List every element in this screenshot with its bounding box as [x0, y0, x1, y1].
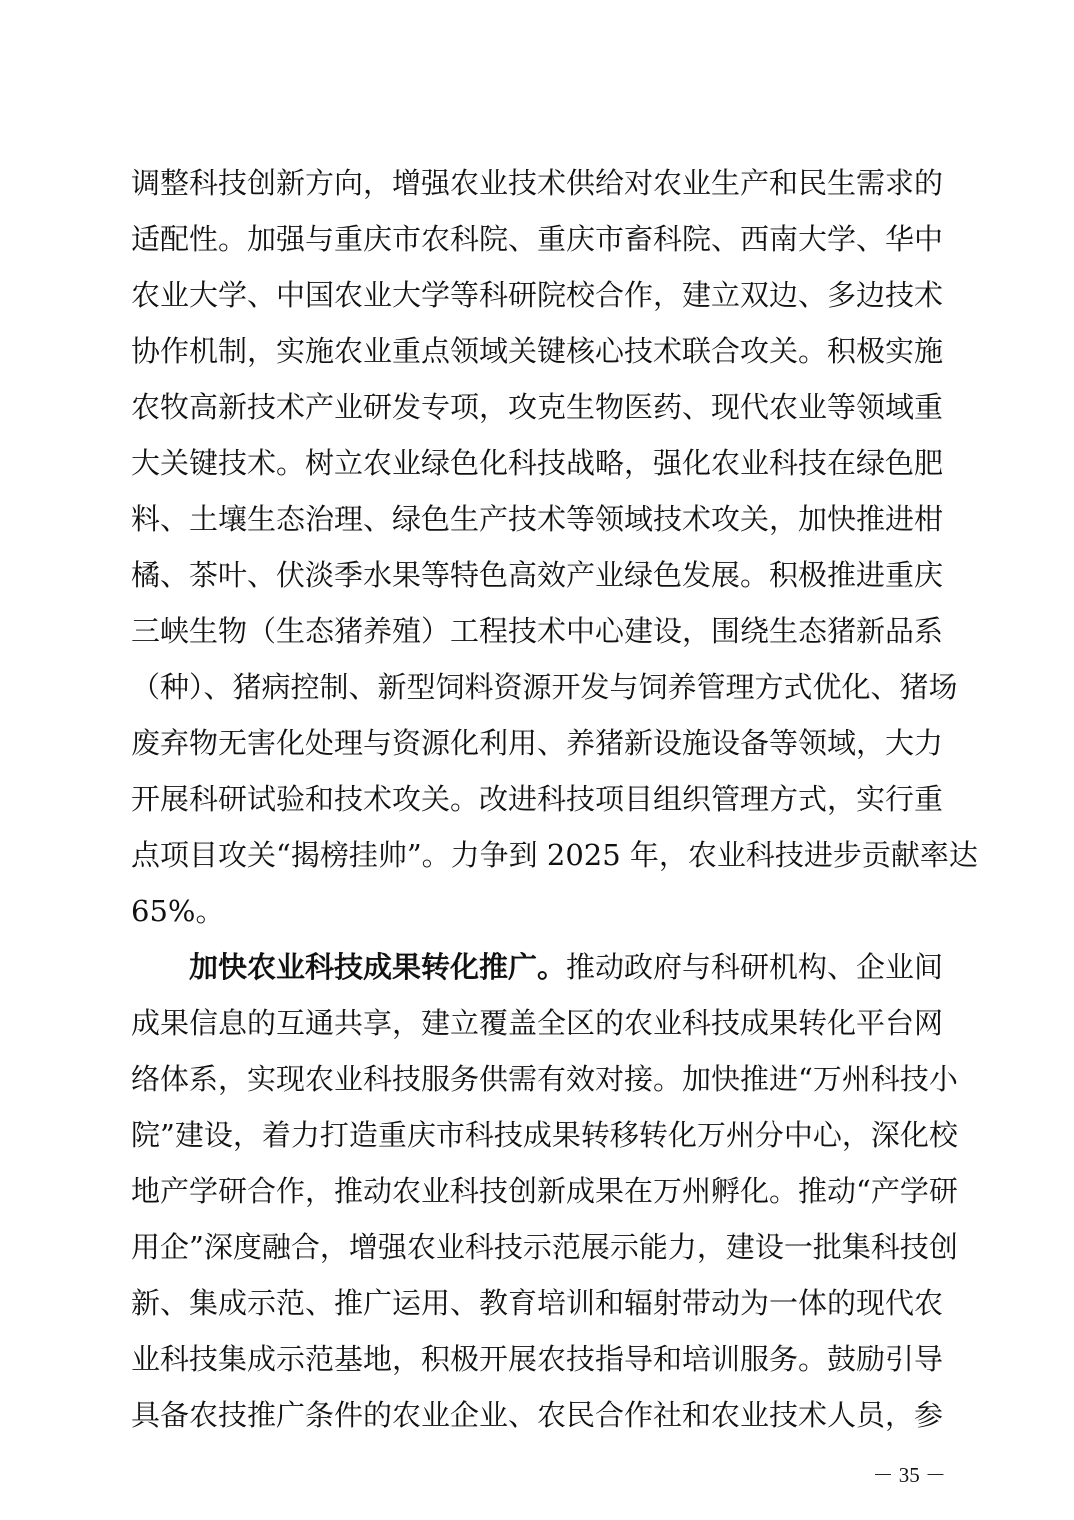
paragraph-line: 新、集成示范、推广运用、教育培训和辐射带动为一体的现代农 [131, 1286, 944, 1320]
paragraph-line: 农牧高新技术产业研发专项，攻克生物医药、现代农业等领域重 [131, 390, 944, 424]
paragraph-line: 农业大学、中国农业大学等科研院校合作，建立双边、多边技术 [131, 278, 944, 312]
paragraph-line: 废弃物无害化处理与资源化利用、养猪新设施设备等领域，大力 [131, 726, 944, 760]
paragraph-line: 点项目攻关“揭榜挂帅”。力争到 2025 年，农业科技进步贡献率达 [131, 838, 978, 872]
section-first-line [189, 947, 944, 987]
paragraph-line: （种）、猪病控制、新型饲料资源开发与饲养管理方式优化、猪场 [131, 670, 958, 704]
paragraph-line: 料、土壤生态治理、绿色生产技术等领域技术攻关，加快推进柑 [131, 502, 944, 536]
paragraph-line: 地产学研合作，推动农业科技创新成果在万州孵化。推动“产学研 [131, 1174, 958, 1208]
paragraph-line: 业科技集成示范基地，积极开展农技指导和培训服务。鼓励引导 [131, 1342, 944, 1376]
paragraph-line: 三峡生物（生态猪养殖）工程技术中心建设，围绕生态猪新品系 [131, 614, 944, 648]
paragraph-line: 用企”深度融合，增强农业科技示范展示能力，建设一批集科技创 [131, 1230, 958, 1264]
paragraph-line: 适配性。加强与重庆市农科院、重庆市畜科院、西南大学、华中 [131, 222, 944, 256]
paragraph-line: 大关键技术。树立农业绿色化科技战略，强化农业科技在绿色肥 [131, 446, 944, 480]
paragraph-line: 具备农技推广条件的农业企业、农民合作社和农业技术人员，参 [131, 1398, 944, 1432]
paragraph-line: 协作机制，实施农业重点领域关键核心技术联合攻关。积极实施 [131, 334, 944, 368]
page-number: － 35 － [872, 1463, 946, 1487]
section-first-line-text: 推动政府与科研机构、企业间 [566, 950, 944, 984]
section-heading: 加快农业科技成果转化推广。 [189, 950, 567, 984]
paragraph-line: 橘、茶叶、伏淡季水果等特色高效产业绿色发展。积极推进重庆 [131, 558, 944, 592]
paragraph-line: 开展科研试验和技术攻关。改进科技项目组织管理方式，实行重 [131, 782, 944, 816]
paragraph-line: 成果信息的互通共享，建立覆盖全区的农业科技成果转化平台网 [131, 1006, 944, 1040]
paragraph-line: 65%。 [131, 894, 225, 928]
paragraph-line: 调整科技创新方向，增强农业技术供给对农业生产和民生需求的 [131, 166, 944, 200]
paragraph-line: 院”建设，着力打造重庆市科技成果转移转化万州分中心，深化校 [131, 1118, 958, 1152]
paragraph-line: 络体系，实现农业科技服务供需有效对接。加快推进“万州科技小 [131, 1062, 958, 1096]
